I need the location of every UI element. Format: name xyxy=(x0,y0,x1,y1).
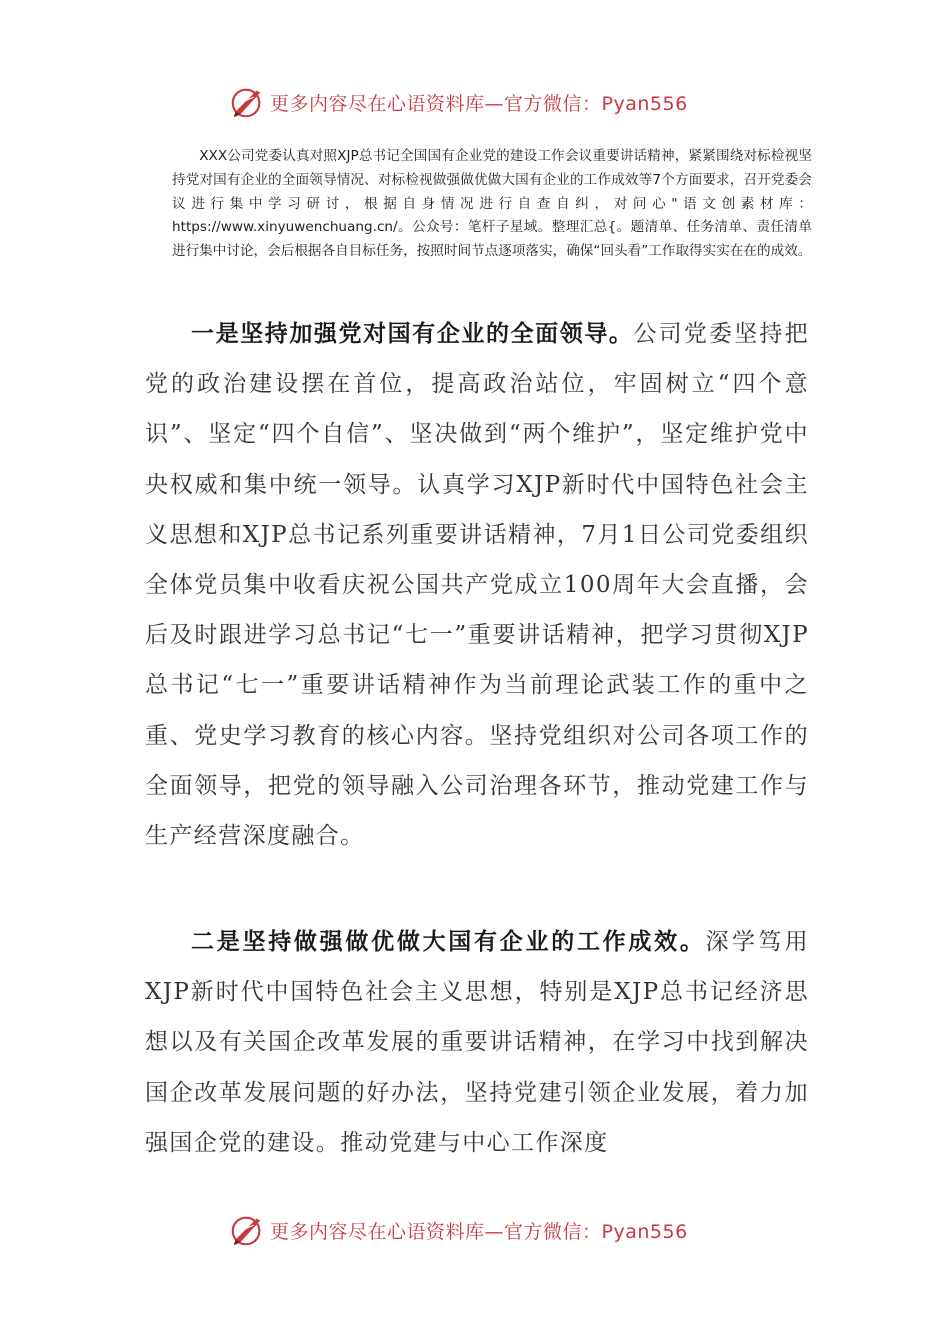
intro-text: XXX公司党委认真对照XJP总书记全国国有企业党的建设工作会议重要讲话精神，紧紧围绕对标检视坚持党对国有企业的全面领导情况、对标检视做强做优做大国有企业的工作成效等7个方面要求，召开党委会议进行集中学习研讨，根据自身情况进行自查自纠，对问心"语文创素材库：https://www.xinyuwenchuang.cn/。公众号：笔杆子星域。整理汇总{。题清单、任务清单、责任清单进行集中讨论，会后根据各自目标任务，按照时间节点逐项落实，确保“回头看”工作取得实实在在的成效。 xyxy=(172,148,812,260)
section-paragraph-1 xyxy=(145,309,809,861)
section-2-body: 深学笃用XJP新时代中国特色社会主义思想，特别是XJP总书记经济思想以及有关国企改革发展的重要讲话精神，在学习中找到解决国企改革发展问题的好办法，坚持党建引领企业发展，着力加强国企党的建设。推动党建与中心工作深度 xyxy=(145,929,809,1156)
footer-banner xyxy=(228,1210,728,1250)
section-2-lead: 二是坚持做强做优做大国有企业的工作成效。 xyxy=(191,929,706,955)
banner-text: 更多内容尽在心语资料库—官方微信：Pyan556 xyxy=(270,92,688,115)
section-paragraph-2 xyxy=(145,917,809,1168)
header-banner xyxy=(228,82,728,122)
intro-paragraph xyxy=(172,145,812,264)
pen-logo-icon xyxy=(228,1211,266,1249)
section-1-body: 公司党委坚持把党的政治建设摆在首位，提高政治站位，牢固树立“四个意识”、坚定“四个自信”、坚决做到“两个维护”，坚定维护党中央权威和集中统一领导。认真学习XJP新时代中国特色社会主义思想和XJP总书记系列重要讲话精神，7月1日公司党委组织全体党员集中收看庆祝公国共产党成立100周年大会直播，会后及时跟进学习总书记“七一”重要讲话精神，把学习贯彻XJP总书记“七一”重要讲话精神作为当前理论武装工作的重中之重、党史学习教育的核心内容。坚持党组织对公司各项工作的全面领导，把党的领导融入公司治理各环节，推动党建工作与生产经营深度融合。 xyxy=(145,321,809,850)
pen-logo-icon xyxy=(228,83,266,121)
section-1-lead: 一是坚持加强党对国有企业的全面领导。 xyxy=(191,321,634,347)
banner-text: 更多内容尽在心语资料库—官方微信：Pyan556 xyxy=(270,1220,688,1243)
